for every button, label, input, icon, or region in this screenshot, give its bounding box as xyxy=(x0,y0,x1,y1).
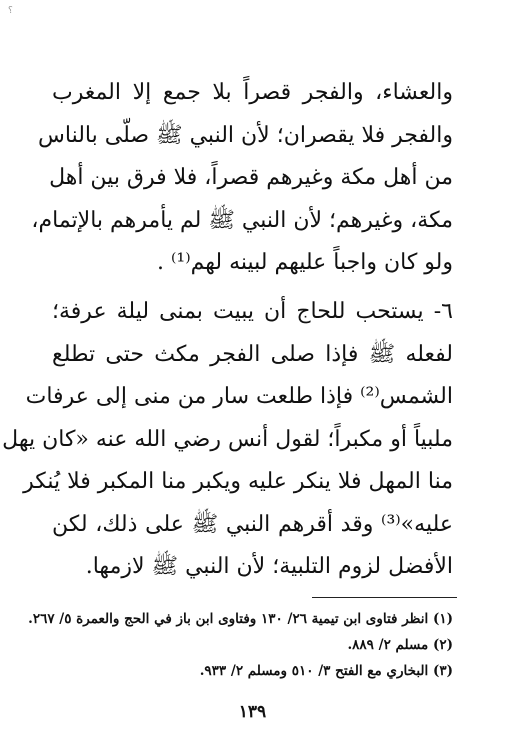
page-number: ١٣٩ xyxy=(238,702,267,722)
corner-mark: ؟ xyxy=(8,6,13,16)
body-line: مكة، وغيرهم؛ لأن النبي ﷺ لم يأمرهم بالإتمام، xyxy=(31,208,453,233)
body-line: والفجر فلا يقصران؛ لأن النبي ﷺ صلّى بالناس xyxy=(38,123,453,148)
footnote: (٣) البخاري مع الفتح ٣/ ٥١٠ ومسلم ٢/ ٩٣٣. xyxy=(199,663,453,679)
body-line: من أهل مكة وغيرهم قصراً، فلا فرق بين أهل xyxy=(49,165,453,190)
body-line: عليه»⁽³⁾ وقد أقرهم النبي ﷺ على ذلك، لكن xyxy=(52,512,453,537)
footnote-divider xyxy=(312,597,457,598)
footnote: (١) انظر فتاوى ابن تيمية ٢٦/ ١٣٠ وفتاوى ابن باز في الحج والعمرة ٥/ ٢٦٧. xyxy=(28,611,453,627)
body-line: لفعله ﷺ فإذا صلى الفجر مكث حتى تطلع xyxy=(52,342,453,367)
body-line: ولو كان واجباً عليهم لبينه لهم⁽¹⁾ . xyxy=(156,250,453,275)
body-line: ٦- يستحب للحاج أن يبيت بمنى ليلة عرفة؛ xyxy=(52,299,453,324)
body-line: الشمس⁽²⁾ فإذا طلعت سار من منى إلى عرفات xyxy=(25,384,453,409)
footnote: (٢) مسلم ٢/ ٨٨٩. xyxy=(347,637,453,653)
body-line: الأفضل لزوم التلبية؛ لأن النبي ﷺ لازمها. xyxy=(85,554,453,579)
body-line: والعشاء، والفجر قصراً بلا جمع إلا المغرب xyxy=(52,80,453,105)
body-line: منا المهل فلا ينكر عليه ويكبر منا المكبر فلا يُنكر xyxy=(23,469,453,494)
body-line: ملبياً أو مكبراً؛ لقول أنس رضي الله عنه «كان يهل xyxy=(2,427,453,452)
